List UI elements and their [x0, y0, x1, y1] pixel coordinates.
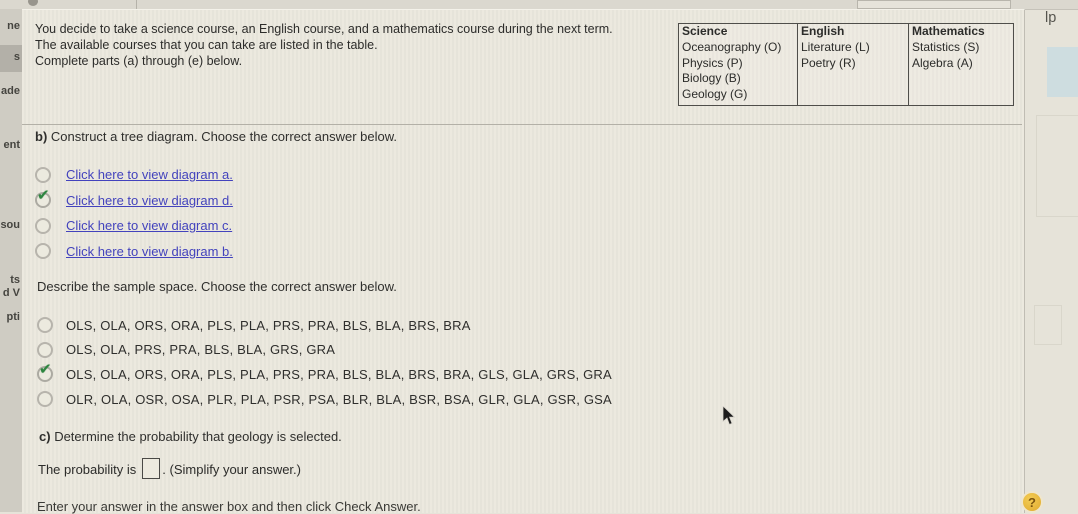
option-label: OLS, OLA, ORS, ORA, PLS, PLA, PRS, PRA, BLS, BLA, BRS, BRA, GLS, GLA, GRS, GRA: [66, 366, 612, 382]
course-item: Biology (B): [682, 71, 741, 86]
option-label: OLS, OLA, ORS, ORA, PLS, PLA, PRS, PRA, BLS, BLA, BRS, BRA: [66, 317, 471, 333]
diagram-option-2[interactable]: [35, 188, 233, 214]
footer-instruction: Enter your answer in the answer box and then click Check Answer.: [37, 499, 421, 514]
radio-button[interactable]: [35, 218, 51, 234]
sidebar-item-fragment[interactable]: s: [13, 51, 20, 63]
help-label-fragment[interactable]: lp: [1045, 10, 1057, 26]
radio-button[interactable]: [35, 243, 51, 259]
part-b-prompt: [35, 129, 397, 144]
ghost-panel-outline: [1036, 115, 1078, 217]
help-button[interactable]: ?: [1021, 491, 1043, 513]
sample-space-options: [37, 313, 612, 411]
radio-button[interactable]: [37, 317, 53, 333]
radio-button[interactable]: [37, 391, 53, 407]
sidebar-item-fragment[interactable]: d V: [2, 287, 20, 299]
radio-button[interactable]: [35, 167, 51, 183]
sample-space-option-4[interactable]: [37, 387, 612, 412]
course-item: Physics (P): [682, 55, 743, 70]
part-c-label: c): [39, 429, 51, 444]
part-c-text: Determine the probability that geology is selected.: [54, 429, 342, 444]
sample-space-option-1[interactable]: [37, 313, 612, 338]
probability-answer-line: [38, 458, 301, 479]
diagram-option-1[interactable]: [35, 162, 233, 188]
problem-statement: [35, 21, 665, 69]
option-label: OLS, OLA, PRS, PRA, BLS, BLA, GRS, GRA: [66, 342, 336, 358]
part-b-label: b): [35, 129, 48, 144]
course-item: Literature (L): [801, 39, 870, 54]
course-item: Poetry (R): [801, 55, 856, 70]
sample-space-option-3[interactable]: [37, 362, 612, 387]
course-item: Statistics (S): [912, 39, 980, 54]
course-header: Mathematics: [912, 24, 985, 38]
problem-line: The available courses that you can take are listed in the table.: [35, 38, 378, 52]
course-column-science: [679, 24, 798, 106]
sidebar-item-fragment[interactable]: ts: [10, 274, 20, 286]
sidebar-item-fragment[interactable]: pti: [6, 311, 20, 323]
course-header: Science: [682, 24, 728, 38]
answer-prefix: The probability is: [38, 462, 137, 477]
sidebar-item-fragment[interactable]: sou: [0, 219, 20, 231]
course-item: Geology (G): [682, 87, 748, 102]
sample-space-prompt: Describe the sample space. Choose the correct answer below.: [37, 279, 397, 294]
window-dot-icon: [28, 0, 38, 6]
course-item: Oceanography (O): [682, 39, 782, 54]
diagram-option-3[interactable]: [35, 213, 233, 239]
problem-line: Complete parts (a) through (e) below.: [35, 54, 243, 68]
option-label: OLR, OLA, OSR, OSA, PLR, PLA, PSR, PSA, BLR, BLA, BSR, BSA, GLR, GLA, GSR, GSA: [66, 391, 612, 407]
answer-suffix: . (Simplify your answer.): [162, 462, 301, 477]
problem-line: You decide to take a science course, an English course, and a mathematics course during the next term.: [35, 22, 613, 36]
diagram-link[interactable]: Click here to view diagram c.: [66, 218, 233, 234]
ghost-panel-outline-small: [1034, 305, 1062, 345]
sidebar-strip: [0, 9, 23, 512]
radio-button[interactable]: [37, 342, 53, 358]
course-item: Algebra (A): [912, 55, 973, 70]
sidebar-item-fragment[interactable]: ne: [7, 20, 20, 32]
course-table: [678, 23, 1014, 106]
diagram-link[interactable]: Click here to view diagram b.: [66, 243, 233, 259]
course-header: English: [801, 24, 845, 38]
top-input-box: [857, 0, 1011, 9]
sidebar-item-fragment[interactable]: ent: [3, 139, 20, 151]
probability-answer-input[interactable]: [142, 458, 160, 479]
radio-button-selected-check-icon[interactable]: [35, 192, 51, 208]
sidebar-item-fragment[interactable]: ade: [1, 85, 20, 97]
sample-space-option-2[interactable]: [37, 338, 612, 363]
part-c-prompt: [39, 429, 342, 444]
mouse-cursor: [722, 406, 736, 427]
radio-button-selected-check-icon[interactable]: [37, 366, 53, 382]
course-column-english: [798, 24, 909, 106]
part-b-options: [35, 162, 233, 264]
diagram-link[interactable]: Click here to view diagram a.: [66, 167, 233, 183]
diagram-option-4[interactable]: [35, 239, 233, 265]
highlight-box: [1047, 47, 1078, 97]
diagram-link[interactable]: Click here to view diagram d.: [66, 192, 233, 208]
question-panel: [22, 9, 1025, 513]
part-b-text: Construct a tree diagram. Choose the correct answer below.: [50, 129, 398, 144]
top-bar-divider: [136, 0, 137, 9]
section-divider: [22, 124, 1022, 125]
course-column-mathematics: [909, 24, 1014, 106]
